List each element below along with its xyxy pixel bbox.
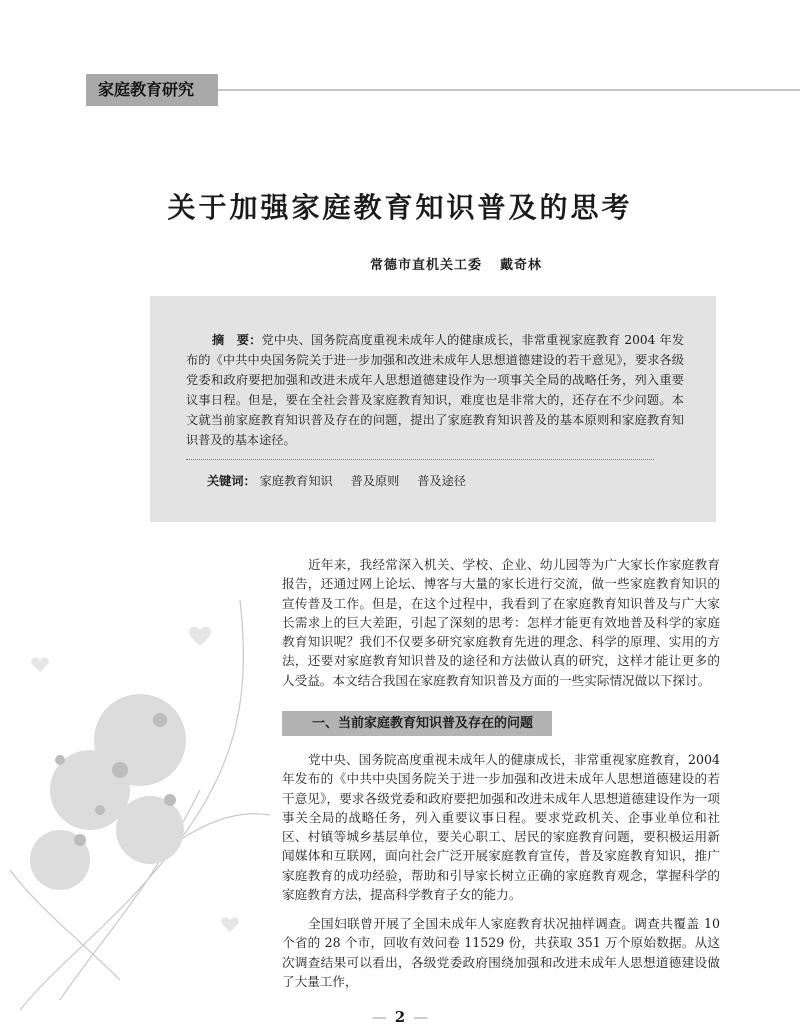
dash-left: —: [371, 1008, 387, 1026]
body-paragraph: 全国妇联曾开展了全国未成年人家庭教育状况抽样调查。调查共覆盖 10 个省的 28 个市，回收有效问卷 11529 份，共获取 351 万个原始数据。从这次调查结果可以看出，各级党委政府围绕加强和改进未成年人思想道德建设做了大量工作，: [282, 916, 720, 989]
abstract-text: [186, 330, 684, 450]
dash-right: —: [413, 1008, 429, 1026]
abstract-body: 党中央、国务院高度重视未成年人的健康成长，非常重视家庭教育 2004 年发布的《中共中央国务院关于进一步加强和改进未成年人思想道德建设的若干意见》，要求各级党委和政府要把加强和改进未成年人思想道德建设作为一项事关全局的战略任务，列入重要议事日程。但是，要在全社会普及家庭教育知识，难度也是非常大的，还存在不少问题。本文就当前家庭教育知识普及存在的问题，提出了家庭教育知识普及的基本原则和家庭教育知识普及的基本途径。: [186, 333, 685, 447]
author-org: 常德市直机关工委: [369, 258, 482, 273]
page-number-value: 2: [394, 1008, 406, 1026]
floral-decoration: [0, 540, 280, 1020]
body-paragraph: 党中央、国务院高度重视未成年人的健康成长，非常重视家庭教育，2004 年发布的《中共中央国务院关于进一步加强和改进未成年人思想道德建设的若干意见》，要求各级党委和政府要把加强和改进未成年人思想道德建设作为一项事关全局的战略任务，列入重要议事日程。要求党政机关、企事业单位和社区、村镇等城乡基层单位，要关心职工、居民的家庭教育问题，要积极运用新闻媒体和互联网，面向社会广泛开展家庭教育宣传，普及家庭教育知识，推广家庭教育的成功经验，帮助和引导家长树立正确的家庭教育观念，掌握科学的家庭教育方法，提高科学教育子女的能力。: [282, 752, 720, 903]
keywords-label: 关键词：: [207, 474, 256, 488]
section-heading: 一、当前家庭教育知识普及存在的问题: [282, 711, 552, 736]
section-label-tab: 家庭教育研究: [86, 74, 218, 106]
header-rule: [218, 89, 800, 91]
keyword: 家庭教育知识: [259, 474, 333, 488]
page-number: [0, 1008, 800, 1026]
keyword: 普及原则: [350, 474, 400, 488]
intro-paragraph: 近年来，我经常深入机关、学校、企业、幼儿园等为广大家长作家庭教育报告，还通过网上论坛、博客与大量的家长进行交流，做一些家庭教育知识的宣传普及工作。但是，在这个过程中，我看到了在家庭教育知识普及与广大家长需求上的巨大差距，引起了深刻的思考：怎样才能更有效地普及科学的家庭教育知识呢？我们不仅要多研究家庭教育先进的理念、科学的原理、实用的方法，还要对家庭教育知识普及的途径和方法做认真的研究，这样才能让更多的人受益。本文结合我国在家庭教育知识普及方面的一些实际情况做以下探讨。: [282, 557, 720, 688]
dotted-divider: [186, 459, 654, 460]
keywords-line: [207, 472, 480, 489]
article-title: 关于加强家庭教育知识普及的思考: [167, 191, 633, 224]
author-name: 戴奇林: [500, 258, 543, 273]
keyword: 普及途径: [417, 474, 466, 488]
abstract-label: 摘 要：: [212, 333, 262, 347]
author-line: [0, 254, 800, 273]
